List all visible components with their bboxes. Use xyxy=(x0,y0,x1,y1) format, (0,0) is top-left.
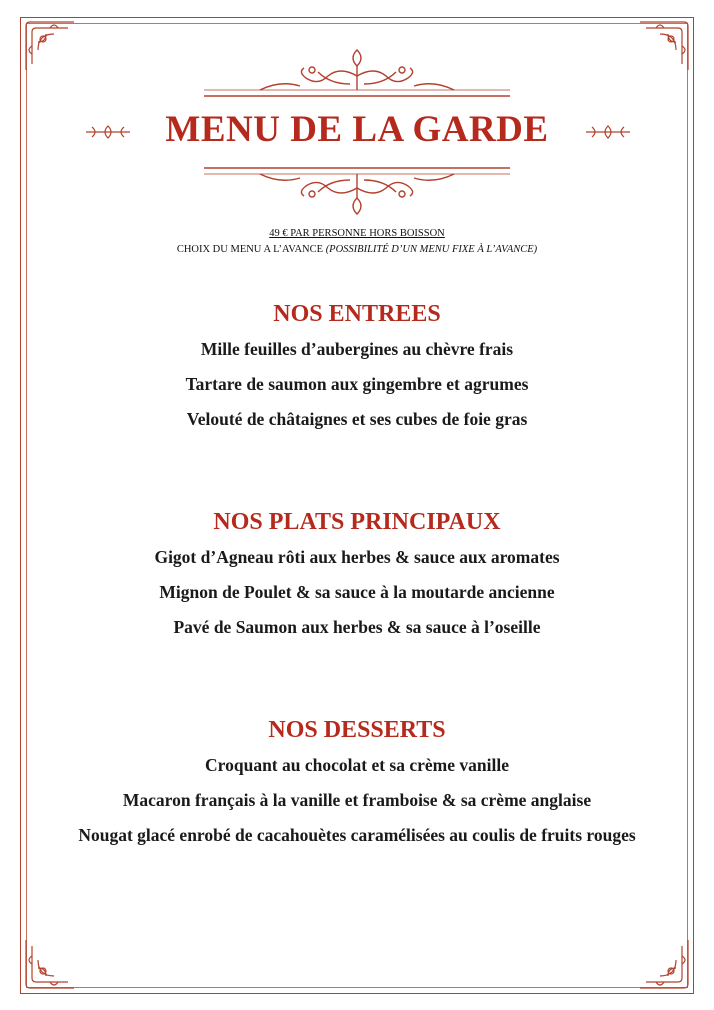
section-desserts xyxy=(0,713,714,853)
menu-item: Velouté de châtaignes et ses cubes de foie gras xyxy=(186,409,528,429)
section-heading: NOS PLATS PRINCIPAUX xyxy=(213,509,501,535)
menu-item: Mille feuilles d’aubergines au chèvre frais xyxy=(200,339,514,359)
section-heading: NOS ENTREES xyxy=(273,301,441,327)
menu-item: Croquant au chocolat et sa crème vanille xyxy=(205,755,509,775)
corner-ornament-icon xyxy=(24,938,76,990)
corner-ornament-icon xyxy=(638,20,690,72)
choice-line xyxy=(0,244,714,255)
menu-title: MENU DE LA GARDE xyxy=(165,109,549,150)
section-entrees xyxy=(0,297,714,437)
section-plats-principaux xyxy=(0,505,714,645)
price-line: 49 € PAR PERSONNE HORS BOISSON xyxy=(269,228,445,239)
menu-item: Nougat glacé enrobé de cacahouètes caramélisées au coulis de fruits rouges xyxy=(78,825,636,845)
choice-note-text: (POSSIBILITÉ D’UN MENU FIXE À L’AVANCE) xyxy=(325,244,538,255)
menu-item: Mignon de Poulet & sa sauce à la moutarde ancienne xyxy=(159,582,555,602)
flourish-bottom-icon xyxy=(200,162,514,218)
corner-ornament-icon xyxy=(24,20,76,72)
flourish-top-icon xyxy=(200,46,514,102)
menu-item: Tartare de saumon aux gingembre et agrumes xyxy=(185,374,529,394)
menu-item: Pavé de Saumon aux herbes & sa sauce à l’oseille xyxy=(173,617,541,637)
section-heading: NOS DESSERTS xyxy=(268,717,446,743)
choice-main-text: CHOIX DU MENU A L’AVANCE xyxy=(176,244,324,255)
menu-item: Macaron français à la vanille et framboise & sa crème anglaise xyxy=(122,790,592,810)
menu-item: Gigot d’Agneau rôti aux herbes & sauce aux aromates xyxy=(154,547,560,567)
corner-ornament-icon xyxy=(638,938,690,990)
